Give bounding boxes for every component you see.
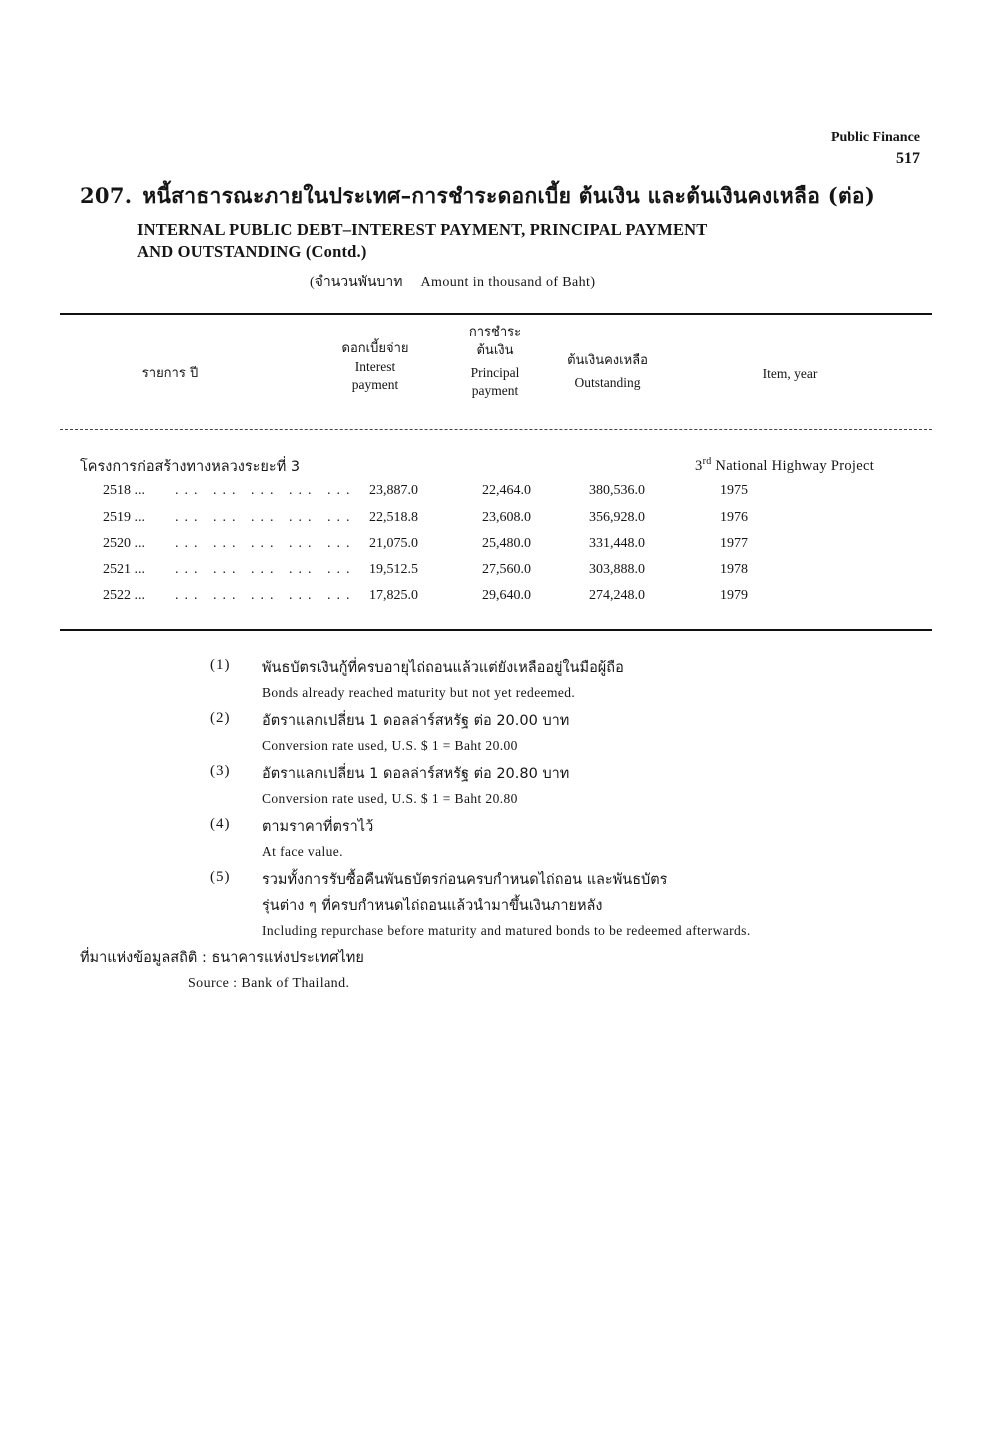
unit-english: Amount in thousand of Baht) bbox=[420, 275, 596, 290]
table-row bbox=[0, 483, 990, 509]
table-bottom-rule bbox=[60, 629, 932, 631]
principal-value: 25,480.0 bbox=[482, 536, 531, 551]
leader-dots: ... ... ... ... ... bbox=[175, 510, 356, 525]
principal-thai-2: ต้นเงิน bbox=[476, 343, 514, 358]
interest-value: 22,518.8 bbox=[369, 510, 418, 525]
title-english-line1: INTERNAL PUBLIC DEBT–INTEREST PAYMENT, PRINCIPAL PAYMENT bbox=[137, 220, 708, 239]
footnote-thai: อัตราแลกเปลี่ยน 1 ดอลล่าร์สหรัฐ ต่อ 20.80 บาท bbox=[262, 766, 570, 782]
table-row bbox=[0, 536, 990, 562]
title-english-line2: AND OUTSTANDING (Contd.) bbox=[137, 242, 367, 261]
footnote-number: (2) bbox=[210, 710, 231, 726]
interest-en-2: payment bbox=[351, 377, 399, 392]
project-name-thai: โครงการก่อสร้างทางหลวงระยะที่ 3 bbox=[80, 459, 301, 475]
leader-dots: ... ... ... ... ... bbox=[175, 536, 356, 551]
interest-value: 21,075.0 bbox=[369, 536, 418, 551]
footnote-number: (3) bbox=[210, 763, 231, 779]
table-row bbox=[0, 588, 990, 614]
section-label: Public Finance bbox=[830, 130, 920, 145]
leader-dots: ... ... ... ... ... bbox=[175, 588, 356, 603]
footnote-english: Conversion rate used, U.S. $ 1 = Baht 20.00 bbox=[262, 738, 518, 753]
year-english: 1978 bbox=[720, 562, 748, 577]
outstanding-value: 274,248.0 bbox=[589, 588, 645, 603]
year-english: 1979 bbox=[720, 588, 748, 603]
leader-dots: ... ... ... ... ... bbox=[175, 483, 356, 498]
interest-value: 23,887.0 bbox=[369, 483, 418, 498]
outstanding-value: 380,536.0 bbox=[589, 483, 645, 498]
year-thai: 2521 ... bbox=[103, 562, 145, 577]
footnote-thai: อัตราแลกเปลี่ยน 1 ดอลล่าร์สหรัฐ ต่อ 20.00 บาท bbox=[262, 713, 570, 729]
footnote-thai: ตามราคาที่ตราไว้ bbox=[262, 819, 374, 835]
footnote-number: (4) bbox=[210, 816, 231, 832]
table-row bbox=[0, 510, 990, 536]
principal-value: 22,464.0 bbox=[482, 483, 531, 498]
interest-en-1: Interest bbox=[354, 359, 396, 374]
principal-en-1: Principal bbox=[470, 365, 520, 380]
col-header-principal bbox=[440, 324, 550, 400]
col-header-item-en: Item, year bbox=[762, 366, 818, 381]
outstanding-en: Outstanding bbox=[574, 375, 641, 390]
footnote-thai: รวมทั้งการรับซื้อคืนพันธบัตรก่อนครบกำหนดไถ่ถอน และพันธบัตร bbox=[262, 872, 668, 888]
project-name-english: 3rd National Highway Project bbox=[695, 456, 875, 474]
table-top-rule bbox=[60, 313, 932, 315]
footnote-english: Conversion rate used, U.S. $ 1 = Baht 20.80 bbox=[262, 791, 518, 806]
unit-note bbox=[310, 271, 595, 293]
interest-value: 19,512.5 bbox=[369, 562, 418, 577]
footnote-thai: พันธบัตรเงินกู้ที่ครบอายุไถ่ถอนแล้วแต่ยังเหลืออยู่ในมือผู้ถือ bbox=[262, 660, 624, 676]
principal-value: 23,608.0 bbox=[482, 510, 531, 525]
footnote-english: Bonds already reached maturity but not yet redeemed. bbox=[262, 685, 576, 700]
unit-thai: (จำนวนพันบาท bbox=[310, 275, 403, 290]
year-english: 1977 bbox=[720, 536, 748, 551]
year-thai: 2522 ... bbox=[103, 588, 145, 603]
header-separator bbox=[60, 429, 932, 430]
col-header-interest bbox=[320, 340, 430, 394]
title-thai-text: หนี้สาธารณะภายในประเทศ–การชำระดอกเบี้ย ต้นเงิน และต้นเงินคงเหลือ (ต่อ) bbox=[142, 183, 876, 208]
table-row bbox=[0, 562, 990, 588]
interest-value: 17,825.0 bbox=[369, 588, 418, 603]
footnote-english: At face value. bbox=[262, 844, 343, 859]
leader-dots: ... ... ... ... ... bbox=[175, 562, 356, 577]
footnote-number: (1) bbox=[210, 657, 231, 673]
outstanding-thai: ต้นเงินคงเหลือ bbox=[567, 353, 648, 368]
year-english: 1976 bbox=[720, 510, 748, 525]
principal-en-2: payment bbox=[471, 383, 519, 398]
outstanding-value: 356,928.0 bbox=[589, 510, 645, 525]
table-title-thai bbox=[80, 180, 875, 213]
principal-value: 29,640.0 bbox=[482, 588, 531, 603]
outstanding-value: 331,448.0 bbox=[589, 536, 645, 551]
page-number: 517 bbox=[896, 150, 920, 167]
table-title-english bbox=[137, 219, 707, 263]
principal-thai-1: การชำระ bbox=[468, 325, 522, 340]
interest-thai: ดอกเบี้ยจ่าย bbox=[341, 341, 409, 356]
year-thai: 2518 ... bbox=[103, 483, 145, 498]
col-header-outstanding bbox=[545, 352, 670, 392]
principal-value: 27,560.0 bbox=[482, 562, 531, 577]
year-english: 1975 bbox=[720, 483, 748, 498]
footnote-english: Including repurchase before maturity and matured bonds to be redeemed afterwards. bbox=[262, 923, 751, 938]
footnote-thai-line2: รุ่นต่าง ๆ ที่ครบกำหนดไถ่ถอนแล้วนำมาขึ้นเงินภายหลัง bbox=[262, 898, 603, 914]
year-thai: 2520 ... bbox=[103, 536, 145, 551]
footnote-number: (5) bbox=[210, 869, 231, 885]
source-english: Source : Bank of Thailand. bbox=[188, 976, 350, 991]
col-header-item-thai: รายการ ปี bbox=[141, 366, 199, 381]
outstanding-value: 303,888.0 bbox=[589, 562, 645, 577]
year-thai: 2519 ... bbox=[103, 510, 145, 525]
source-thai: ที่มาแห่งข้อมูลสถิติ : ธนาคารแห่งประเทศไทย bbox=[80, 950, 364, 966]
table-number: 207. bbox=[80, 183, 133, 208]
